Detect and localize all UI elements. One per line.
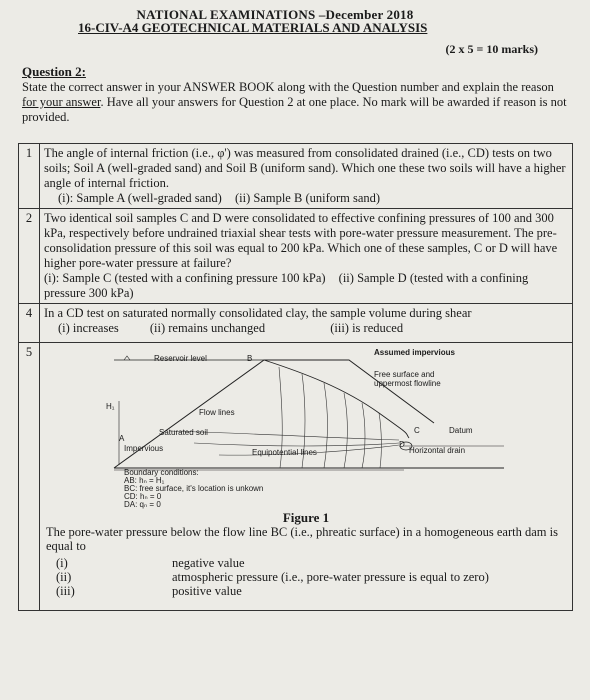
item-number: 5 [19, 343, 40, 611]
option-1: (i) increases [58, 321, 119, 335]
item-text: In a CD test on saturated normally consolidated clay, the sample volume during shear [44, 306, 472, 320]
label-saturated-soil: Saturated soil [159, 428, 208, 437]
question-title: Question 2: [22, 64, 86, 79]
label-a: A [119, 434, 125, 443]
item-text: The angle of internal friction (i.e., φ') was measured from consolidated drained (i.e., CD) tests on two soils; Soil A (well-graded sand) and Soil B (uniform sand). Which one these two soils will have a higher angle of internal friction. [44, 146, 566, 190]
item-text: The pore-water pressure below the flow line BC (i.e., phreatic surface) in a homogeneous earth dam is equal to [46, 525, 558, 553]
item-body [40, 304, 573, 343]
item-number: 2 [19, 209, 40, 304]
label-free-surface: Free surface and [374, 370, 435, 379]
option-row: (ii) atmospheric pressure (i.e., pore-water pressure is equal to zero) [56, 570, 489, 584]
item-text: Two identical soil samples C and D were consolidated to effective confining pressures of 100 and 300 kPa, respectively before undrained triaxial shear tests with pore-water pressure measurement. The pre-consolidation pressure of this soil was equal to 200 kPa. Which one of these samples, C or D will have higher pore-water pressure at failure? [44, 211, 558, 270]
label-d: D [399, 440, 405, 449]
label-b: B [247, 354, 253, 363]
item-row-4 [19, 304, 573, 343]
option-list [56, 556, 489, 598]
exam-header: NATIONAL EXAMINATIONS –December 2018 [136, 7, 414, 22]
label-horizontal-drain: Horizontal drain [409, 446, 466, 455]
label-datum: Datum [449, 426, 473, 435]
boundary-conditions: Boundary conditions: AB: hₙ = H₁ BC: free surface, it's location is unkown CD: hₙ = 0 DA: qₙ = 0 [124, 468, 264, 509]
label-uppermost-flowline: uppermost flowline [374, 379, 441, 388]
option-row: (iii) positive value [56, 584, 242, 598]
course-title: 16-CIV-A4 GEOTECHNICAL MATERIALS AND ANALYSIS [78, 20, 428, 35]
question-instructions: State the correct answer in your ANSWER BOOK along with the Question number and explain the reason for your answer. Have all your answers for Question 2 at one place. No mark will be awarded if reason is not provided. [22, 80, 567, 124]
figure-1 [44, 343, 568, 610]
item-row-2 [19, 209, 573, 304]
option-1: (i): Sample A (well-graded sand) [58, 191, 222, 205]
item-body [40, 209, 573, 304]
marks-note: (2 x 5 = 10 marks) [445, 42, 538, 56]
item-body [40, 343, 573, 611]
option-1: (i): Sample C (tested with a confining pressure 100 kPa) [44, 271, 326, 285]
item-number: 1 [19, 144, 40, 209]
label-h1: H₁ [106, 402, 115, 411]
label-impervious: Impervious [124, 444, 164, 453]
option-2: (ii) remains unchanged [149, 321, 266, 335]
item-row-5 [19, 343, 573, 611]
option-2: (ii) Sample D (tested with a confining pressure 300 kPa) [44, 271, 529, 300]
label-assumed-impervious: Assumed impervious [374, 348, 455, 357]
option-2: (ii) Sample B (uniform sand) [234, 191, 381, 205]
option-3: (iii) is reduced [330, 321, 404, 335]
figure-caption: Figure 1 [282, 510, 330, 525]
option-row: (i) negative value [56, 556, 245, 570]
label-reservoir-level: Reservoir level [154, 354, 207, 363]
label-flow-lines: Flow lines [199, 408, 235, 417]
item-row-1 [19, 144, 573, 209]
item-number: 4 [19, 304, 40, 343]
label-c: C [414, 426, 420, 435]
question-table [18, 143, 573, 611]
label-equipotential-lines: Equipotential lines [252, 448, 317, 457]
item-body [40, 144, 573, 209]
